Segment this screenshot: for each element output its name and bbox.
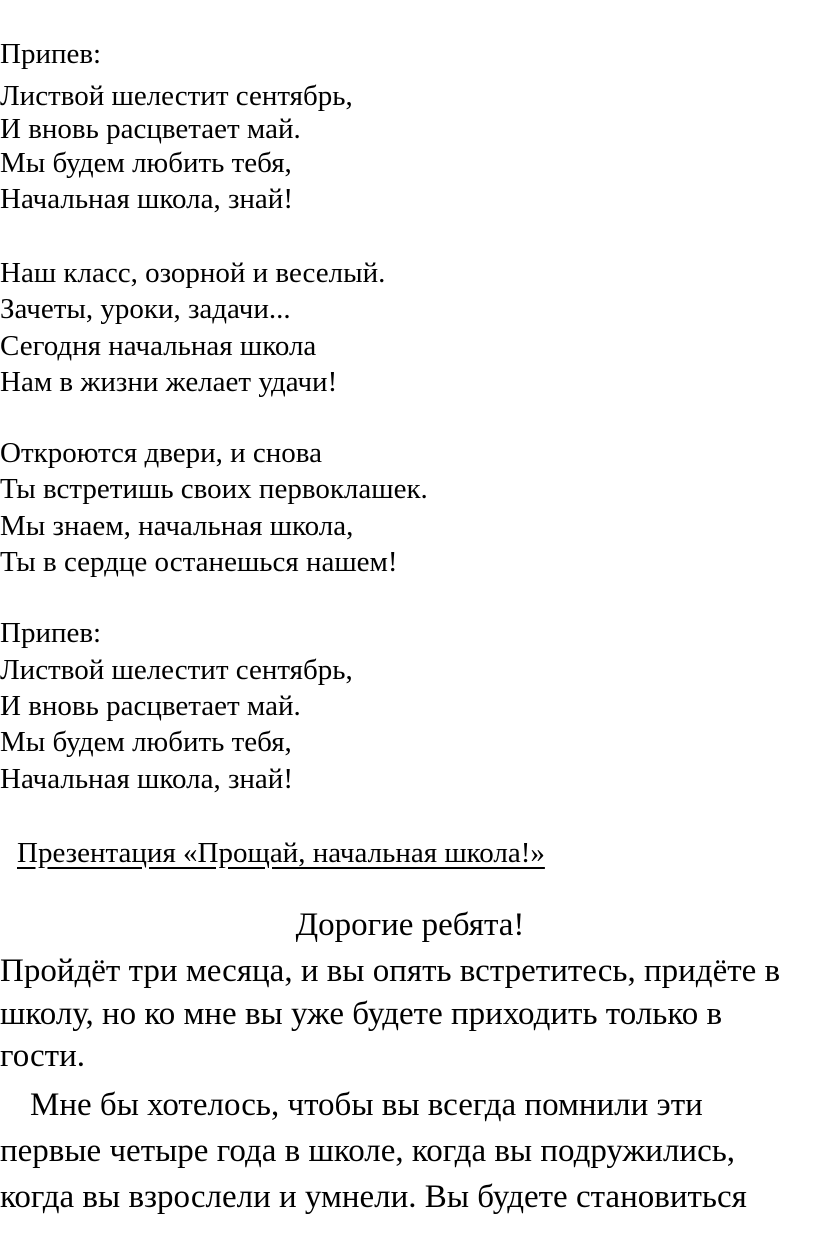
- presentation-link[interactable]: Презентация «Прощай, начальная школа!»: [17, 837, 545, 869]
- paragraph-2: Мне бы хотелось, чтобы вы всегда помнили эти первые четыре года в школе, когда вы подружились, когда вы взрослели и умнели. Вы будете становиться: [0, 1087, 747, 1215]
- song-line: Начальная школа, знай!: [0, 183, 293, 215]
- song-line: Мы будем любить тебя,: [0, 147, 292, 179]
- song-line: Наш класс, озорной и веселый.: [0, 257, 386, 289]
- song-line: Мы будем любить тебя,: [0, 726, 292, 758]
- song-line: Листвой шелестит сентябрь,: [0, 654, 353, 686]
- page-heading: [0, 905, 816, 945]
- song-line: И вновь расцветает май.: [0, 690, 301, 722]
- chorus-label: Припев:: [0, 617, 102, 649]
- song-line: Откроются двери, и снова: [0, 437, 322, 469]
- song-line: Нам в жизни желает удачи!: [0, 366, 338, 398]
- song-line: Начальная школа, знай!: [0, 763, 293, 795]
- paragraph-1: Пройдёт три месяца, и вы опять встретитесь, придёте в школу, но ко мне вы уже будете приходить только в гости.: [0, 953, 781, 1074]
- chorus-label: Припев:: [0, 38, 102, 70]
- song-line: И вновь расцветает май.: [0, 113, 301, 145]
- heading-text: Дорогие ребята!: [295, 907, 525, 943]
- song-line: Сегодня начальная школа: [0, 330, 317, 362]
- song-line: Ты встретишь своих первоклашек.: [0, 473, 428, 505]
- song-line: Листвой шелестит сентябрь,: [0, 80, 353, 112]
- song-line: Мы знаем, начальная школа,: [0, 510, 354, 542]
- song-line: Ты в сердце останешься нашем!: [0, 546, 398, 578]
- song-line: Зачеты, уроки, задачи...: [0, 293, 291, 325]
